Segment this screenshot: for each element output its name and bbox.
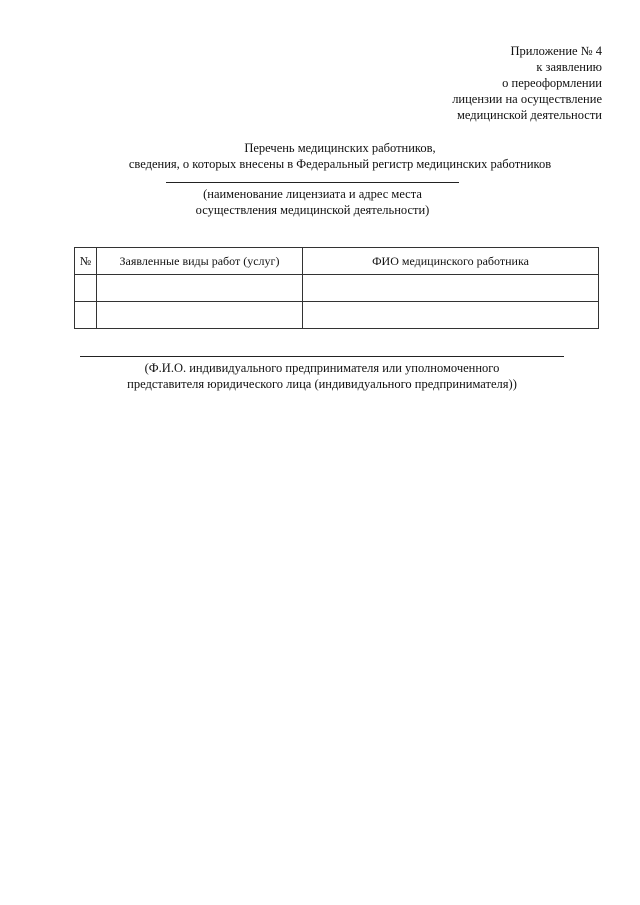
title-line-2: сведения, о которых внесены в Федеральный регистр медицинских работников (128, 157, 552, 171)
appendix-line-3: о переоформлении (502, 76, 602, 90)
header-declared-works: Заявленные виды работ (услуг) (97, 248, 303, 275)
licensee-caption-line-1: (наименование лицензиата и адрес места (203, 187, 422, 201)
signature-caption (80, 360, 564, 392)
header-worker-name: ФИО медицинского работника (303, 248, 599, 275)
table-row (75, 302, 599, 329)
table-cell-worker-name (303, 302, 599, 329)
table-cell-worker-name (303, 275, 599, 302)
signature-fill-line (80, 356, 564, 357)
licensee-caption (166, 186, 459, 218)
appendix-line-2: к заявлению (536, 60, 602, 74)
document-title (0, 140, 640, 172)
table-cell-number (75, 275, 97, 302)
table-row (75, 275, 599, 302)
table-cell-declared-works (97, 302, 303, 329)
appendix-line-5: медицинской деятельности (456, 108, 602, 122)
appendix-block (362, 43, 602, 123)
table-cell-number (75, 302, 97, 329)
appendix-line-4: лицензии на осуществление (452, 92, 602, 106)
signature-caption-line-2: представителя юридического лица (индивидуального предпринимателя)) (127, 377, 517, 391)
signature-caption-line-1: (Ф.И.О. индивидуального предпринимателя или уполномоченного (144, 361, 500, 375)
table-cell-declared-works (97, 275, 303, 302)
title-line-1: Перечень медицинских работников, (244, 141, 436, 155)
licensee-fill-line (166, 182, 459, 183)
licensee-caption-line-2: осуществления медицинской деятельности) (195, 203, 430, 217)
appendix-line-1: Приложение № 4 (510, 44, 602, 58)
medical-workers-table (74, 247, 599, 329)
table-header-row (75, 248, 599, 275)
header-number: № (75, 248, 97, 275)
